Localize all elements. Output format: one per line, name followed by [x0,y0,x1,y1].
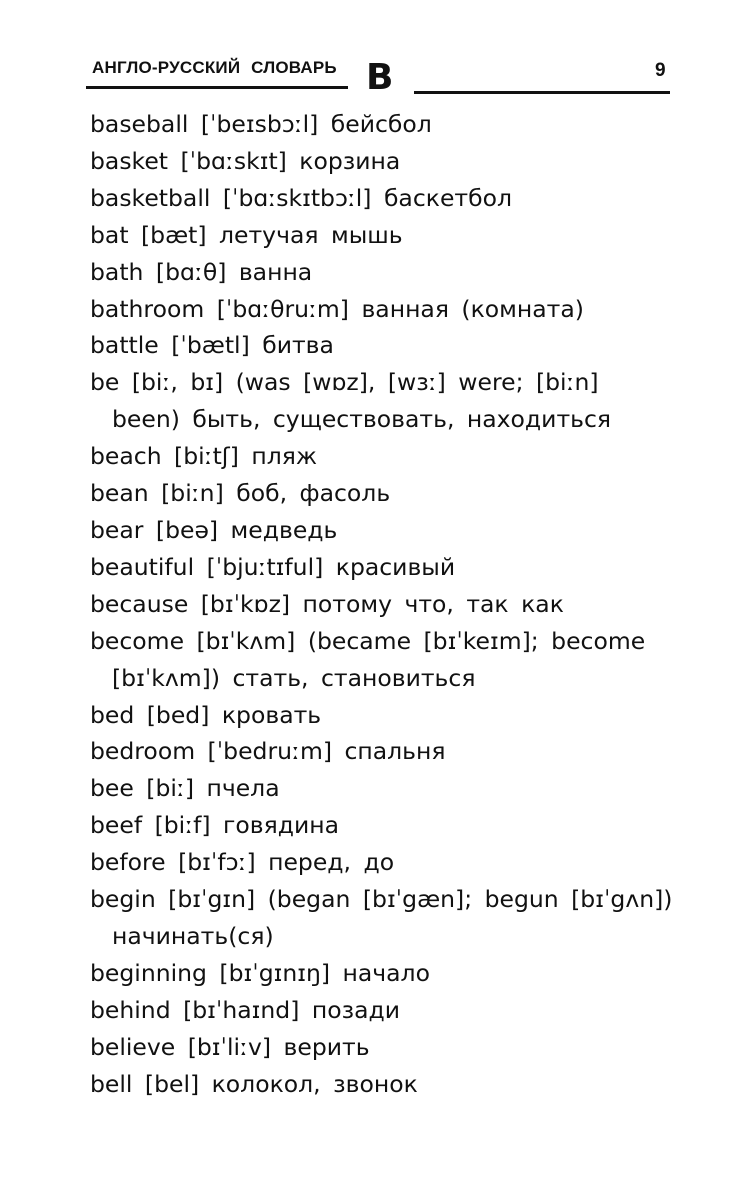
header-rule-right [414,91,670,94]
dictionary-entry [90,254,680,291]
dictionary-entry [90,623,680,697]
entry-continuation: начинать(ся) [112,921,274,950]
entry-text: beautiful [ˈbjuːtɪful] красивый [90,552,456,581]
dictionary-entry [90,106,680,143]
entry-text: bell [bel] колокол, звонок [90,1069,418,1098]
entry-text: behind [bɪˈhaɪnd] позади [90,995,400,1024]
entry-text: because [bɪˈkɒz] потому что, так как [90,589,564,618]
entry-text: basket [ˈbɑːskɪt] корзина [90,146,401,175]
entry-text: become [bɪˈkʌm] (became [bɪˈkeɪm]; become [90,626,646,655]
entry-text: bat [bæt] летучая мышь [90,220,403,249]
dictionary-entry [90,807,680,844]
dictionary-entry [90,586,680,623]
entry-text: believe [bɪˈliːv] верить [90,1032,370,1061]
dictionary-title: АНГЛО-РУССКИЙ СЛОВАРЬ [92,58,337,77]
entry-text: before [bɪˈfɔː] перед, до [90,848,395,877]
entry-text: baseball [ˈbeɪsbɔːl] бейсбол [90,110,432,138]
entry-text: basketball [ˈbɑːskɪtbɔːl] баскетбол [90,183,512,212]
dictionary-entry [90,180,680,217]
entry-text: bath [bɑːθ] ванна [90,257,313,286]
header-rule-left [86,86,348,89]
entry-text: beginning [bɪˈgɪnɪŋ] начало [90,958,430,987]
entry-text: bear [beə] медведь [90,515,338,544]
section-letter: B [366,57,394,98]
dictionary-entries [90,106,680,1102]
page-number: 9 [655,60,666,81]
dictionary-entry [90,697,680,734]
dictionary-entry [90,549,680,586]
entry-text: battle [ˈbætl] битва [90,331,334,360]
dictionary-entry [90,881,680,955]
entry-text: beef [biːf] говядина [90,811,340,840]
entry-continuation: been) быть, существовать, находиться [112,405,612,434]
entry-text: begin [bɪˈgɪn] (began [bɪˈgæn]; begun [bɪˈgʌn]) [90,885,673,914]
entry-text: bean [biːn] боб, фасоль [90,479,391,508]
entry-text: bedroom [ˈbedruːm] спальня [90,737,446,766]
dictionary-entry [90,143,680,180]
dictionary-entry [90,364,680,438]
dictionary-entry [90,955,680,992]
dictionary-entry [90,844,680,881]
entry-text: bed [bed] кровать [90,700,322,729]
dictionary-entry [90,1029,680,1066]
entry-text: be [biː, bɪ] (was [wɒz], [wɜː] were; [biːn] [90,368,599,397]
dictionary-entry [90,438,680,475]
dictionary-entry [90,1066,680,1103]
dictionary-entry [90,327,680,364]
dictionary-entry [90,217,680,254]
entry-text: bee [biː] пчела [90,774,280,803]
entry-continuation: [bɪˈkʌm]) стать, становиться [112,663,476,692]
dictionary-entry [90,770,680,807]
page-header [0,0,756,110]
entry-text: bathroom [ˈbɑːθruːm] ванная (комната) [90,294,584,323]
dictionary-entry [90,733,680,770]
dictionary-entry [90,291,680,328]
entry-text: beach [biːtʃ] пляж [90,442,318,471]
dictionary-entry [90,512,680,549]
dictionary-entry [90,992,680,1029]
dictionary-entry [90,475,680,512]
